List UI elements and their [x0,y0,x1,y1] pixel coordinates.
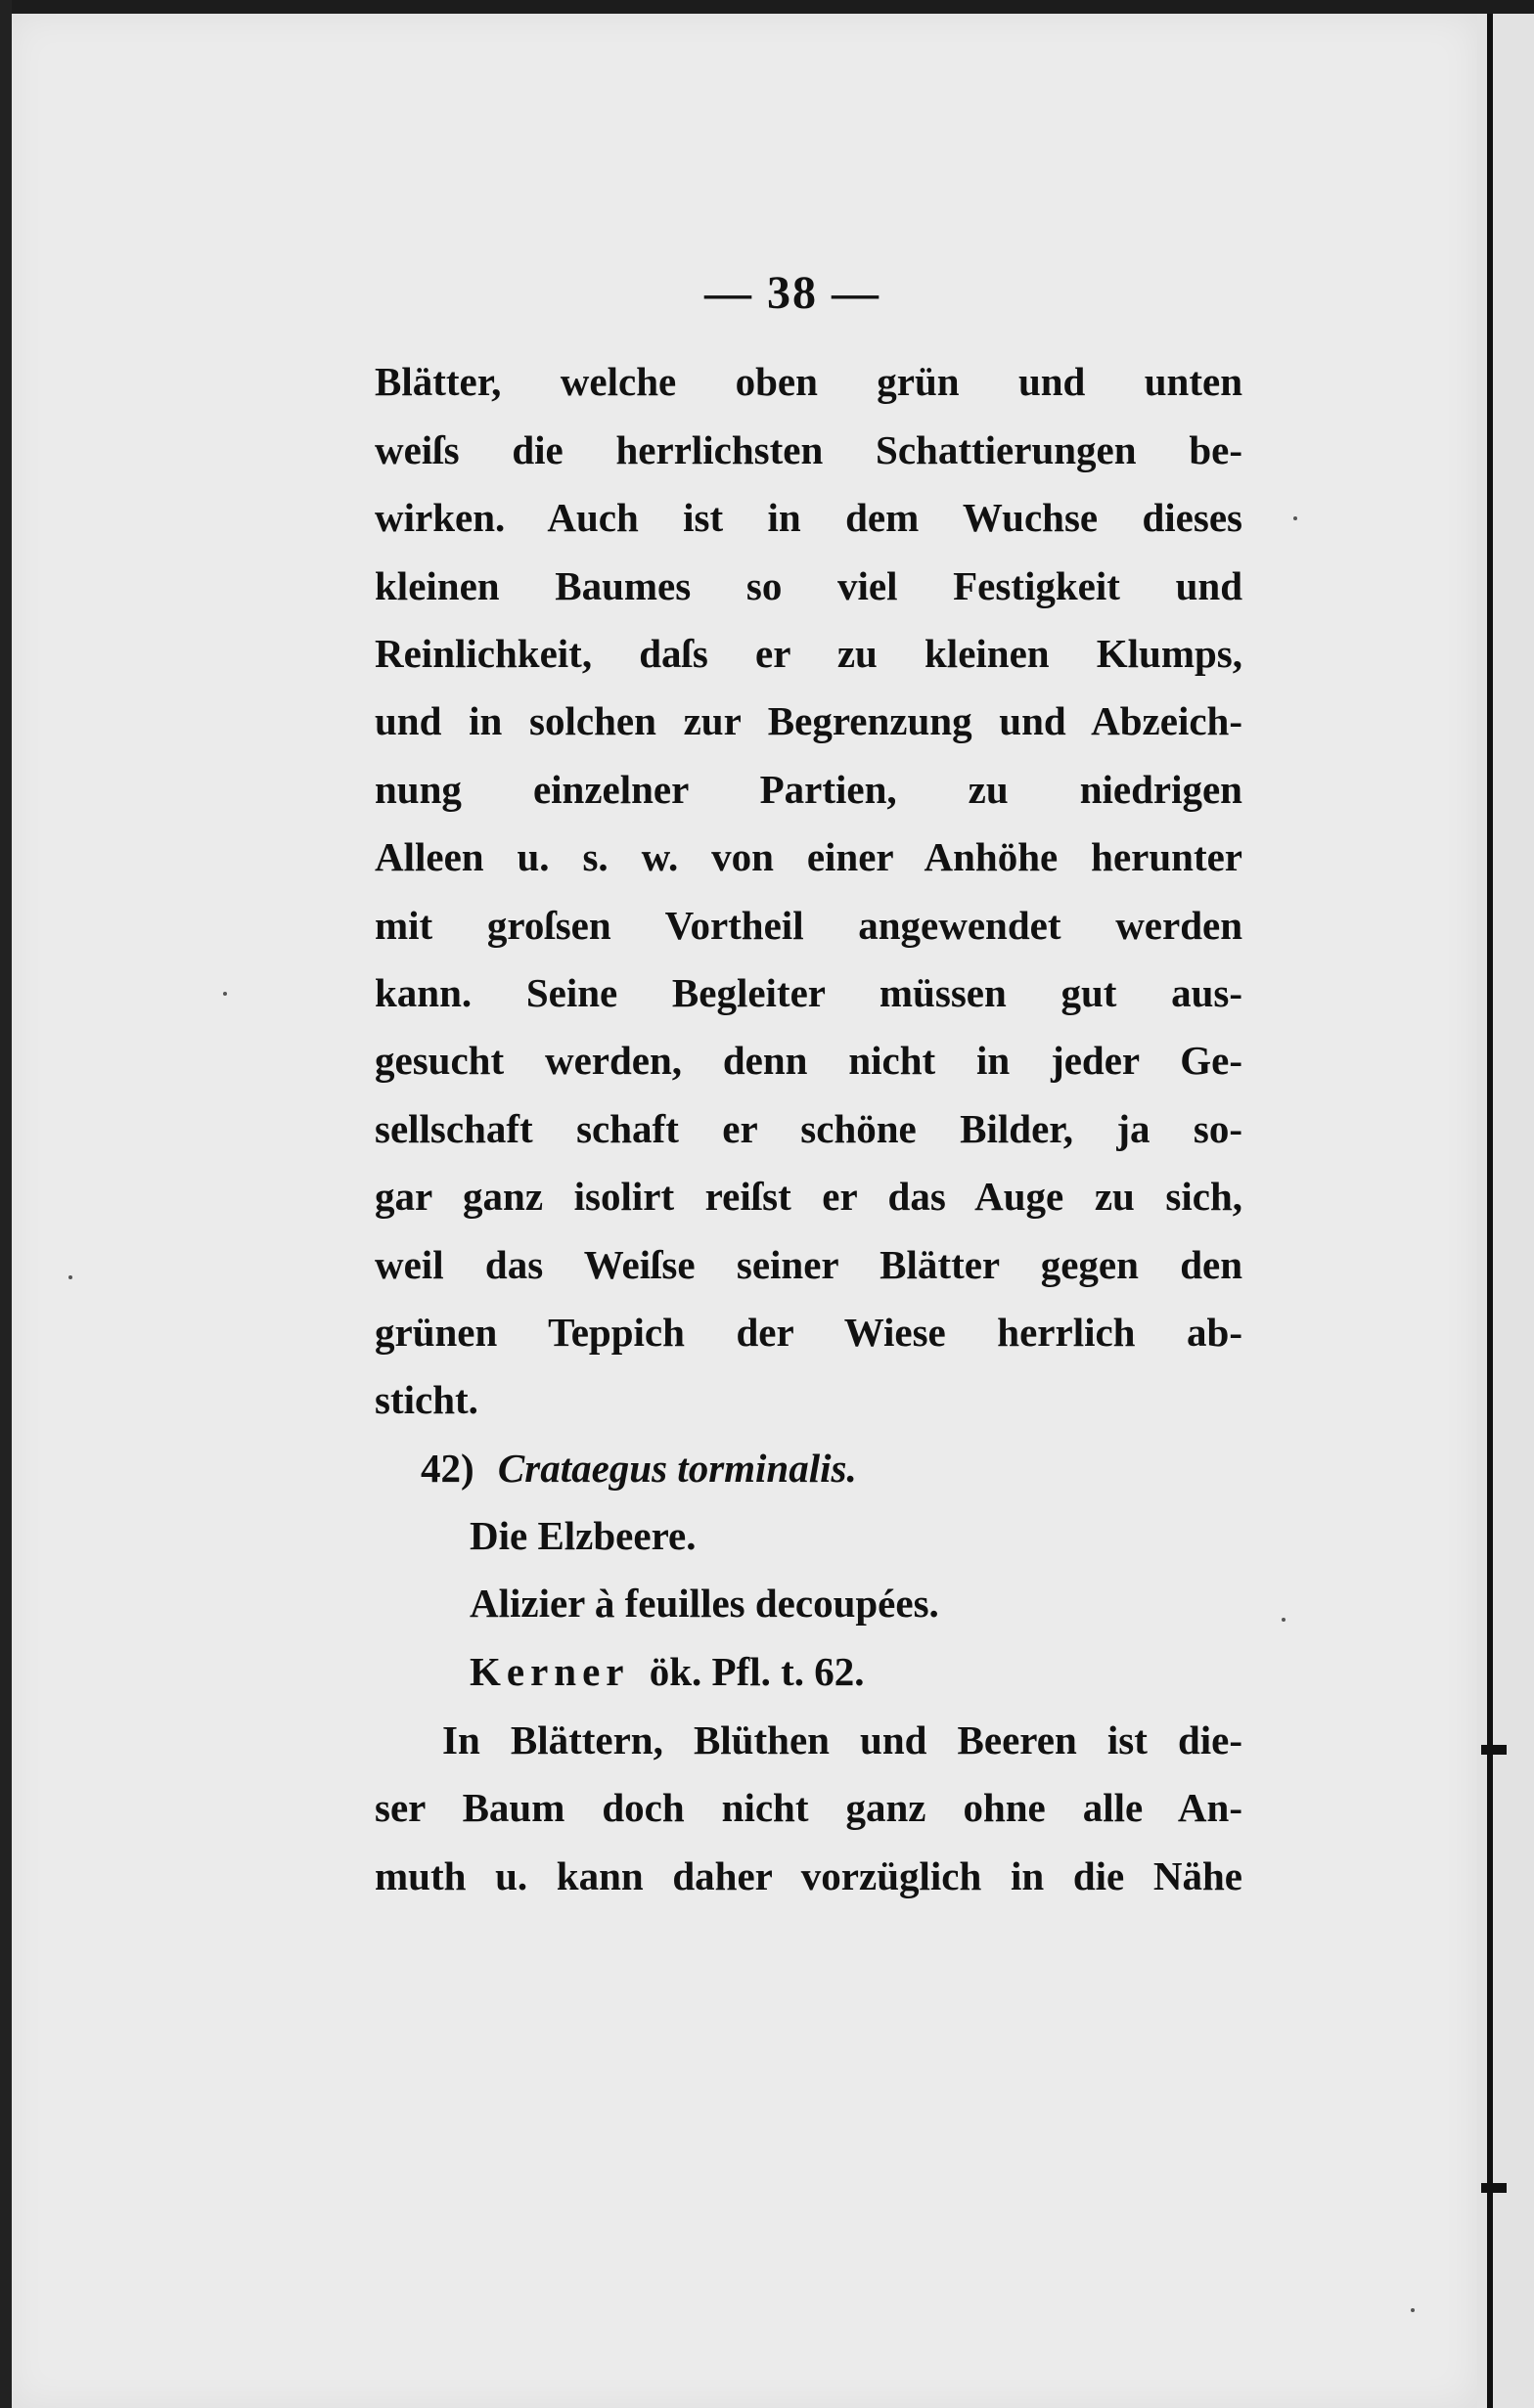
text-line: weil das Weiſse seiner Blätter gegen den [375,1242,1242,1287]
german-name: Die Elzbeere. [470,1513,697,1558]
text-line: muth u. kann daher vorzüglich in die Nähe [375,1853,1242,1898]
text-line: ser Baum doch nicht ganz ohne alle An- [375,1785,1242,1830]
text-line: gesucht werden, denn nicht in jeder Ge- [375,1038,1242,1083]
paper-speck [1293,516,1297,520]
text-line: mit groſsen Vortheil angewendet werden [375,903,1242,948]
paper-speck [68,1275,72,1279]
latin-name: Crataegus torminalis. [497,1446,857,1491]
text-line: gar ganz isolirt reiſst er das Auge zu sich, [375,1174,1242,1219]
gutter-mark [1481,2183,1507,2193]
text-line: grünen Teppich der Wiese herrlich ab- [375,1310,1242,1355]
text-line: wirken. Auch ist in dem Wuchse dieses [375,495,1242,540]
french-name: Alizier à feuilles decoupées. [470,1581,939,1626]
text-line: sticht. [375,1377,478,1422]
paper-speck [1282,1618,1286,1622]
text-line: Blätter, welche oben grün und unten [375,359,1242,404]
text-line: nung einzelner Partien, zu niedrigen [375,767,1242,812]
page-gutter-line [1487,14,1493,2408]
text-line: Alleen u. s. w. von einer Anhöhe herunter [375,834,1242,879]
entry-heading [421,1446,857,1491]
paper-speck [1411,2308,1415,2312]
scan-left-edge [0,0,12,2408]
text-line: sellschaft schaft er schöne Bilder, ja so- [375,1106,1242,1151]
entry-number: 42) [421,1446,474,1491]
text-line: kann. Seine Begleiter müssen gut aus- [375,970,1242,1015]
text-line: kleinen Baumes so viel Festigkeit und [375,563,1242,608]
text-line: weiſs die herrlichsten Schattierungen be- [375,427,1242,472]
reference-author: Kerner [470,1649,630,1694]
text-line: In Blättern, Blüthen und Beeren ist die- [442,1717,1242,1762]
reference-source: ök. Pfl. t. 62. [649,1649,865,1694]
adjacent-page-edge [1477,14,1534,2408]
paper-speck [223,992,227,996]
text-line: Reinlichkeit, daſs er zu kleinen Klumps, [375,631,1242,676]
gutter-mark [1481,1745,1507,1755]
page-number: — 38 — [704,267,880,319]
reference-line [470,1649,865,1694]
text-line: und in solchen zur Begrenzung und Abzeich- [375,698,1242,743]
